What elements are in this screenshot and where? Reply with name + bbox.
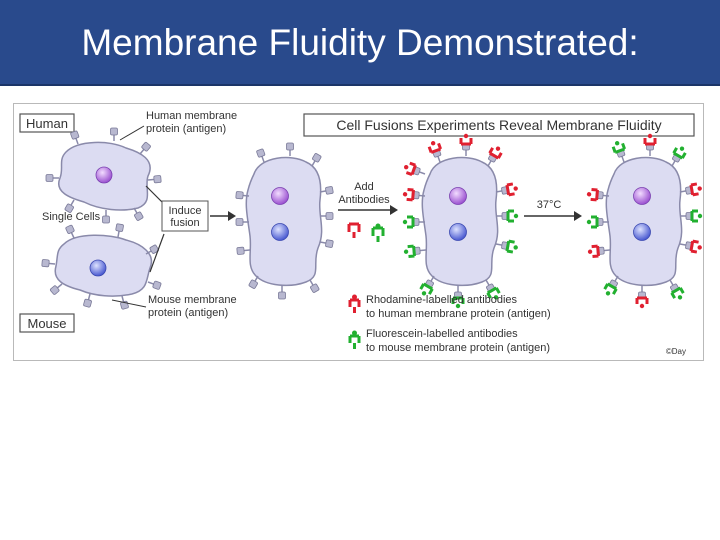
human-protein-pointer <box>120 126 144 140</box>
human-protein-label-2: protein (antigen) <box>146 123 227 135</box>
legend-rhodamine-icon <box>350 295 359 314</box>
cell-fusion-diagram <box>13 103 704 361</box>
antibodies-label: Antibodies <box>338 194 390 206</box>
legend-rhodamine-label-2: to human membrane protein (antigen) <box>366 308 551 320</box>
legend-fluorescein-label-2: to mouse membrane protein (antigen) <box>366 342 551 354</box>
add-label: Add <box>354 181 374 193</box>
mouse-protein-label-2: protein (antigen) <box>148 307 229 319</box>
slide-title: Membrane Fluidity Demonstrated: <box>81 22 639 63</box>
fused2-human-nucleus <box>450 188 467 205</box>
fused1-human-nucleus <box>272 188 289 205</box>
mouse-protein-pointer <box>112 300 146 307</box>
fused3-human-nucleus <box>634 188 651 205</box>
induce-label: Induce <box>168 205 202 217</box>
human-single-cell <box>46 128 161 223</box>
human-to-fusion-arrow <box>146 186 164 204</box>
human-protein-label-1: Human membrane <box>146 110 238 122</box>
free-antibody-red <box>349 224 359 238</box>
fusion-arrowhead <box>228 211 236 221</box>
fused3-mouse-nucleus <box>634 224 651 241</box>
fused-cell-intermixed <box>586 134 702 308</box>
human-nucleus <box>96 167 112 183</box>
single-cells-label: Single Cells <box>42 211 101 223</box>
fused2-mouse-nucleus <box>450 224 467 241</box>
mouse-label: Mouse <box>27 316 67 331</box>
credit: ©Day <box>665 347 686 356</box>
legend-fluorescein-icon <box>350 331 359 350</box>
legend-fluorescein-label-1: Fluorescein-labelled antibodies <box>366 328 518 340</box>
fused-cell-unlabelled <box>236 143 334 299</box>
legend-rhodamine-label-1: Rhodamine-labelled antibodies <box>366 294 518 306</box>
fused-cell-labelled <box>402 134 518 308</box>
fusion-label: fusion <box>170 217 200 229</box>
incubation-arrowhead <box>574 211 582 221</box>
temperature-label: 37°C <box>536 199 562 211</box>
fused1-mouse-nucleus <box>272 224 289 241</box>
mouse-nucleus <box>90 260 106 276</box>
figure-header: Cell Fusions Experiments Reveal Membrane Fluidity <box>336 117 662 133</box>
mouse-protein-label-1: Mouse membrane <box>148 294 237 306</box>
mouse-single-cell <box>42 224 162 310</box>
human-label: Human <box>26 116 68 131</box>
add-antibodies-arrowhead <box>390 205 398 215</box>
free-antibody-green <box>373 224 383 243</box>
